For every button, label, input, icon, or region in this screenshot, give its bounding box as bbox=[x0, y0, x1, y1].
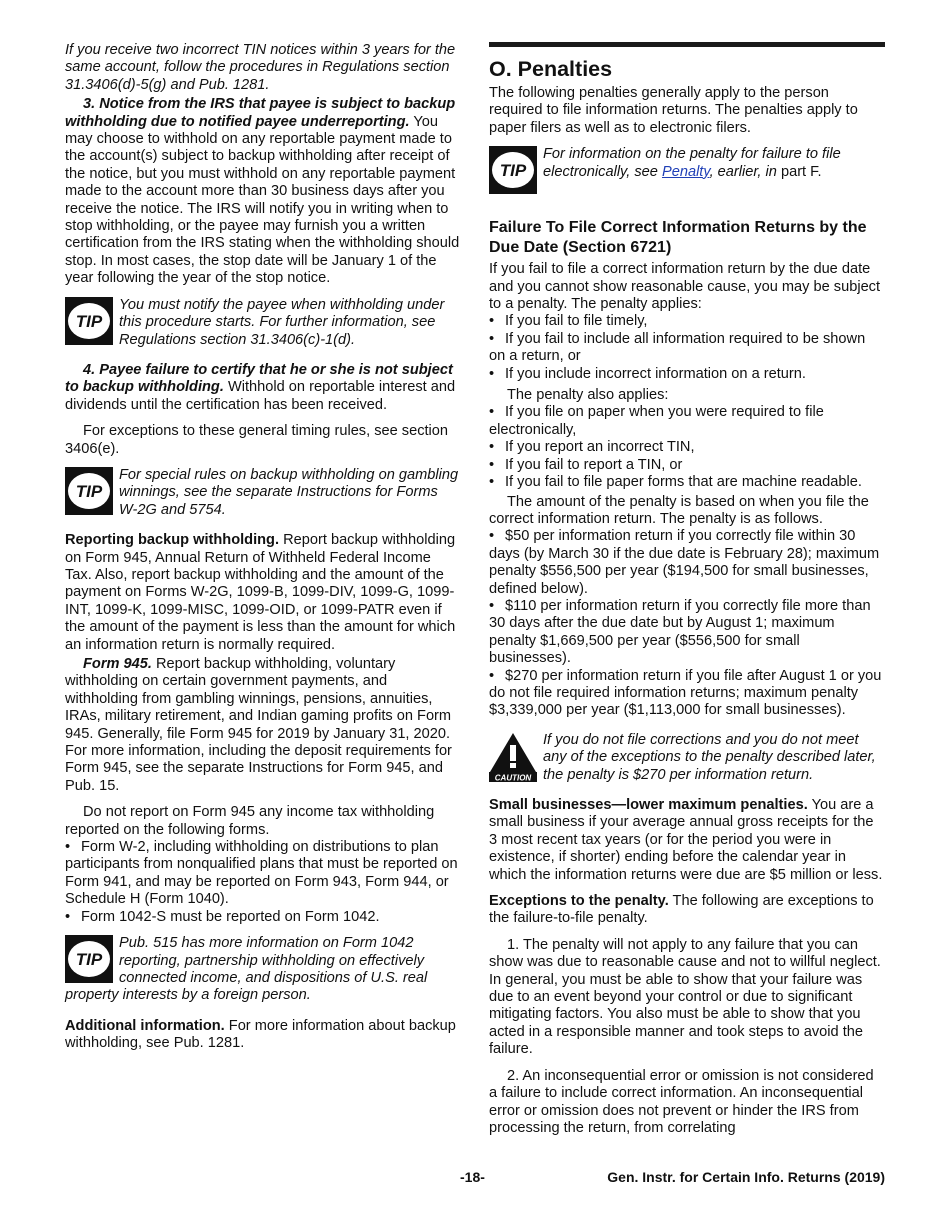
tip-text-penalty-a: For information on the penalty for failure to file electronically, see bbox=[543, 146, 841, 180]
text-small-businesses: You are a small business if your average annual gross receipts for the 3 most recent tax years (or for the period you were in existence, if shorter) ending before the calendar year in which the information returns were due are $5 million or less. bbox=[489, 797, 883, 883]
heading-reporting-backup: Reporting backup withholding. bbox=[65, 532, 280, 549]
paragraph-exceptions-timing: For exceptions to these general timing rules, see section 3406(e). bbox=[65, 423, 449, 457]
caution-icon bbox=[489, 732, 537, 782]
tip-text-penalty-c: part F. bbox=[780, 163, 822, 180]
bullet-icon: • bbox=[489, 330, 495, 347]
paragraph-form-945 bbox=[65, 656, 460, 795]
list-item: • If you fail to report a TIN, or bbox=[489, 456, 683, 473]
paragraph-exception-2: 2. An inconsequential error or omission is not considered a failure to include correct information. An inconsequential error or omission does not prevent or hinder the IRS from processing the return, from correlating bbox=[489, 1067, 874, 1136]
list-item: • If you report an incorrect TIN, bbox=[489, 439, 695, 456]
tip-text-notify-payee: You must notify the payee when withholding under this procedure starts. For further information, see Regulations section 31.3406(c)-1(d). bbox=[119, 296, 445, 348]
paragraph-additional-info bbox=[65, 1018, 460, 1053]
list-item: • If you fail to file timely, bbox=[489, 313, 648, 330]
list-item: • If you fail to file paper forms that are machine readable. bbox=[489, 474, 862, 491]
tip-icon bbox=[65, 467, 113, 515]
paragraph-reporting-backup bbox=[65, 532, 460, 654]
tip-block-gambling bbox=[65, 467, 460, 519]
section-title: O. Penalties bbox=[489, 57, 613, 81]
list-item: • $50 per information return if you correctly file within 30 days (by March 30 if the due date is February 28); maximum penalty $556,500 per year ($194,500 for small businesses, defined below). bbox=[489, 528, 880, 597]
list-item: • Form W-2, including withholding on distributions to plan participants from nonqualified plans that must be reported on Form 941, and may be reported on Form 943, Form 944, or Schedule H (Form 1040). bbox=[65, 839, 458, 908]
bullet-icon: • bbox=[65, 839, 71, 856]
bullet-icon: • bbox=[489, 313, 495, 330]
heading-form-945: Form 945. bbox=[83, 656, 152, 672]
heading-small-businesses: Small businesses—lower maximum penalties. bbox=[489, 797, 808, 813]
paragraph-penalty-amount: The amount of the penalty is based on when you file the correct information return. The penalty is as follows. bbox=[489, 493, 869, 527]
tip-text-pub-515: Pub. 515 has more information on Form 1042 reporting, partnership withholding on effectively connected income, and dispositions of U.S. real property interests by a foreign person. bbox=[65, 935, 428, 1004]
tip-icon bbox=[65, 297, 113, 345]
paragraph-exception-1: 1. The penalty will not apply to any failure that you can show was due to reasonable cause and not to willful neglect. In general, you must be able to show that your failure was due to an event beyond your control or due to significant mitigating factors. You also must be able to show that you acted in a responsible manner and took steps to avoid the failure. bbox=[489, 936, 881, 1058]
tip-icon bbox=[489, 146, 537, 194]
list-item: • If you include incorrect information on a return. bbox=[489, 365, 806, 382]
paragraph-penalties-intro: The following penalties generally apply to the person required to file information returns. The penalties apply to paper filers as well as to electronic filers. bbox=[489, 85, 858, 136]
page-number: -18- bbox=[460, 1169, 485, 1185]
caution-block bbox=[489, 732, 885, 784]
list-item: • If you fail to include all information required to be shown on a return, or bbox=[489, 330, 866, 365]
tip-text-gambling: For special rules on backup withholding on gambling winnings, see the separate Instructions for Forms W-2G and 5754. bbox=[119, 466, 459, 518]
paragraph-do-not-report: Do not report on Form 945 any income tax withholding reported on the following forms. bbox=[65, 804, 435, 838]
text-exceptions-penalty: The following are exceptions to the failure-to-file penalty. bbox=[489, 893, 874, 927]
document-title: Gen. Instr. for Certain Info. Returns (2019) bbox=[607, 1169, 885, 1185]
bullet-icon: • bbox=[489, 456, 495, 473]
bullet-icon: • bbox=[65, 908, 71, 925]
paragraph-exceptions-penalty bbox=[489, 893, 885, 928]
text-additional-info: For more information about backup withholding, see Pub. 1281. bbox=[65, 1017, 456, 1052]
text-reporting-backup: Report backup withholding on Form 945, Annual Return of Withheld Federal Income Tax. Also, report backup withholding and the amount of the payment on Forms W-2G, 1099-B, 1099-DIV, 1099-G, 1099-INT, 1099-K, 1099-MISC, 1099-OID, or 1099-PATR even if the amount of the payment is less than the amount for which an information return is normally required. bbox=[65, 532, 456, 653]
paragraph-failure-intro: If you fail to file a correct information return by the due date and you cannot show reasonable cause, you may be subject to a penalty. The penalty applies: bbox=[489, 261, 881, 313]
bullet-icon: • bbox=[489, 404, 495, 421]
heading-failure-to-file: Failure To File Correct Information Returns by the Due Date (Section 6721) bbox=[489, 219, 867, 257]
list-item: • $270 per information return if you file after August 1 or you do not file required information returns; maximum penalty $3,339,000 per year ($1,113,000 for small businesses). bbox=[489, 667, 882, 719]
list-item: • Form 1042-S must be reported on Form 1042. bbox=[65, 908, 380, 925]
bullet-icon: • bbox=[489, 365, 495, 382]
tip-icon-label: TIP bbox=[75, 481, 103, 501]
tip-text-penalty-b: , earlier, in bbox=[709, 163, 777, 180]
paragraph-irs-notice bbox=[65, 96, 460, 287]
tip-icon-label: TIP bbox=[75, 950, 103, 970]
bullet-icon: • bbox=[489, 474, 495, 491]
heading-irs-notice: 3. Notice from the IRS that payee is subject to backup withholding due to notified payee underreporting. bbox=[65, 96, 456, 130]
paragraph-tin-notices: If you receive two incorrect TIN notices within 3 years for the same account, follow the procedures in Regulations section 31.3406(d)-5(g) and Pub. 1281. bbox=[65, 42, 456, 93]
tip-icon-label: TIP bbox=[499, 161, 527, 181]
bullet-icon: • bbox=[489, 528, 495, 545]
left-column bbox=[65, 42, 460, 1053]
heading-payee-failure: 4. Payee failure to certify that he or she is not subject to backup withholding. bbox=[65, 361, 453, 396]
text-irs-notice: You may choose to withhold on any reportable payment made to the account(s) subject to backup withholding after receipt of the notice, but you must withhold on any reportable payment made to the account more than 30 business days after you receive the notice. The IRS will notify you in writing when to stop withholding, or the payee may furnish you a written certification from the IRS stating when the withholding should stop. In most cases, the stop date will be January 1 of the year following the year of the stop notice. bbox=[65, 113, 460, 287]
paragraph-payee-failure bbox=[65, 362, 460, 414]
paragraph-also-applies: The penalty also applies: bbox=[507, 387, 669, 404]
tip-block-penalty-electronic bbox=[489, 146, 885, 196]
caution-text: If you do not file corrections and you do not meet any of the exceptions to the penalty described later, the penalty is $270 per information return. bbox=[543, 731, 876, 783]
text-payee-failure: Withhold on reportable interest and dividends until the certification has been received. bbox=[65, 379, 456, 413]
tip-block-pub-515 bbox=[65, 935, 460, 1005]
section-divider bbox=[489, 42, 885, 47]
bullet-icon: • bbox=[489, 597, 495, 614]
list-item: • $110 per information return if you correctly file more than 30 days after the due date but by August 1; maximum penalty $1,669,500 per year ($556,500 for small businesses). bbox=[489, 597, 871, 667]
penalty-link[interactable]: Penalty bbox=[661, 163, 710, 180]
heading-exceptions-penalty: Exceptions to the penalty. bbox=[489, 893, 669, 910]
heading-additional-info: Additional information. bbox=[65, 1017, 225, 1034]
right-column bbox=[489, 42, 885, 1137]
bullet-icon: • bbox=[489, 439, 495, 456]
tip-block-notify-payee bbox=[65, 297, 460, 349]
tip-icon bbox=[65, 935, 113, 983]
paragraph-small-businesses bbox=[489, 797, 885, 884]
caution-icon-label: CAUTION bbox=[494, 773, 532, 782]
list-item: • If you file on paper when you were required to file electronically, bbox=[489, 404, 824, 438]
text-form-945: Report backup withholding, voluntary withholding on certain government payments, and withholding from gambling winnings, pensions, annuities, IRAs, military retirement, and Indian gaming profits on Form 945. Generally, file Form 945 for 2019 by January 31, 2020. For more information, including the deposit requirements for Form 945, see the separate Instructions for Form 945, and Pub. 15. bbox=[65, 656, 452, 794]
tip-icon-label: TIP bbox=[75, 311, 103, 331]
bullet-icon: • bbox=[489, 667, 495, 684]
